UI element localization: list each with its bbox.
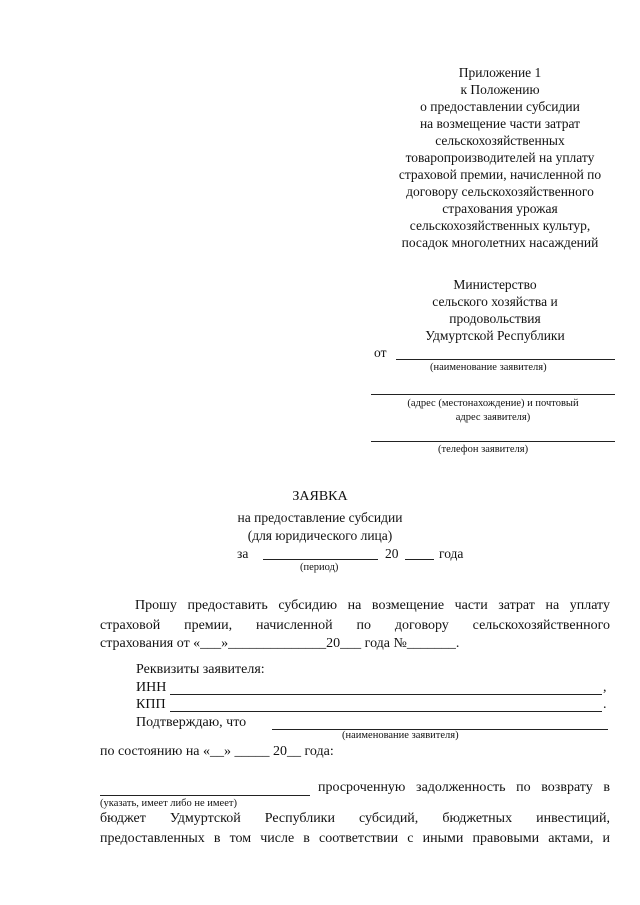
kpp-label: КПП — [136, 697, 166, 712]
debt-text: просроченную задолженность по возврату в — [318, 780, 610, 795]
addressee-line: продовольствия — [449, 311, 541, 326]
final-paragraph-line-1: бюджет Удмуртской Республики субсидий, бюджетных инвестиций, — [100, 811, 610, 826]
header-line: договору сельскохозяйственного — [406, 184, 594, 199]
address-caption-line: (адрес (местонахождение) и почтовый — [407, 398, 579, 409]
address-line[interactable] — [371, 394, 615, 395]
phone-caption: (телефон заявителя) — [438, 444, 529, 455]
za-label: за — [237, 546, 249, 561]
header-line: на возмещение части затрат — [419, 116, 581, 131]
year-line[interactable] — [405, 559, 434, 560]
header-line: страхования урожая — [442, 201, 558, 216]
request-text: Прошу предоставить субсидию на возмещение части затрат на уплату страховой премии, начисленной по договору сельскохозяйственного — [100, 598, 610, 633]
request-paragraph-end: страхования от «___»______________20___ года №_______. — [100, 636, 460, 651]
addressee-line: Удмуртской Республики — [425, 328, 565, 343]
header-line: к Положению — [460, 82, 540, 97]
appendix-header — [355, 64, 640, 251]
header-line: о предоставлении субсидии — [420, 99, 580, 114]
header-line: страховой премии, начисленной по — [398, 167, 602, 182]
inn-line[interactable] — [170, 694, 602, 695]
final-paragraph-line-2: предоставленных в том числе в соответствии с иными правовыми актами, и — [100, 831, 610, 846]
inn-comma: , — [603, 680, 607, 695]
header-line: Приложение 1 — [458, 65, 542, 80]
year-prefix: 20 — [385, 546, 399, 561]
period-line[interactable] — [263, 559, 378, 560]
request-paragraph — [100, 596, 610, 636]
title-subtitle-2: (для юридического лица) — [247, 528, 393, 543]
as-of-date: по состоянию на «__» _____ 20__ года: — [100, 744, 334, 759]
period-caption: (период) — [300, 562, 339, 573]
inn-label: ИНН — [136, 680, 167, 695]
applicant-name-caption: (наименование заявителя) — [430, 362, 547, 373]
header-line: товаропроизводителей на уплату — [405, 150, 595, 165]
debt-status-line[interactable] — [100, 795, 310, 796]
debt-caption: (указать, имеет либо не имеет) — [100, 798, 237, 809]
header-line: сельскохозяйственных культур, — [409, 218, 591, 233]
applicant-name-line[interactable] — [396, 359, 615, 360]
address-caption-line: адрес заявителя) — [455, 412, 531, 423]
requisites-label: Реквизиты заявителя: — [136, 662, 265, 677]
addressee-line: сельского хозяйства и — [432, 294, 558, 309]
header-line: посадок многолетних насаждений — [401, 235, 599, 250]
phone-line[interactable] — [371, 441, 615, 442]
from-label: от — [374, 345, 387, 360]
addressee-block — [360, 276, 630, 344]
address-caption — [371, 397, 615, 425]
kpp-line[interactable] — [170, 711, 602, 712]
year-suffix: года — [439, 546, 464, 561]
header-line: сельскохозяйственных — [435, 133, 565, 148]
document-title: ЗАЯВКА — [292, 489, 348, 504]
confirm-caption: (наименование заявителя) — [342, 730, 459, 741]
title-subtitle: на предоставление субсидии — [237, 510, 403, 525]
kpp-period: . — [603, 697, 607, 712]
confirm-label: Подтверждаю, что — [136, 715, 247, 730]
addressee-line: Министерство — [453, 277, 537, 292]
